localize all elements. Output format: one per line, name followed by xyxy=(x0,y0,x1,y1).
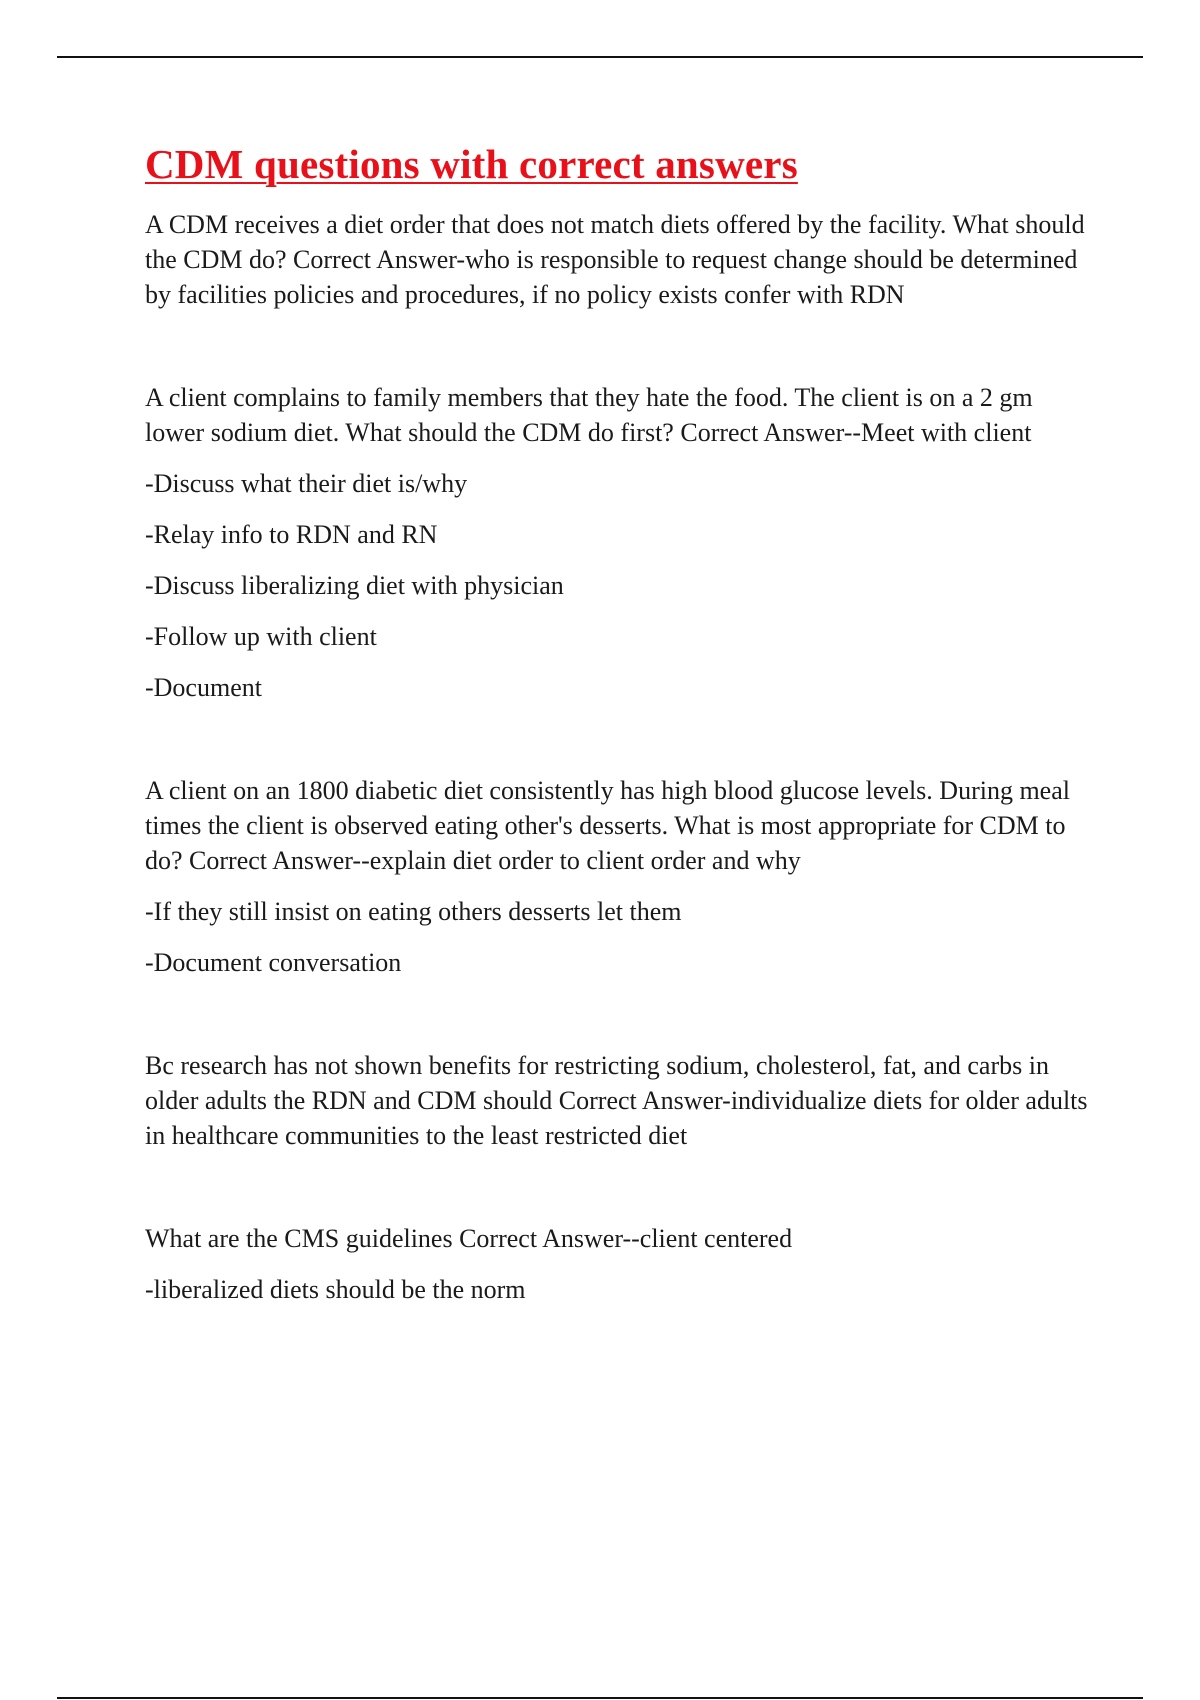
page-title: CDM questions with correct answers xyxy=(145,141,798,187)
qa-entry xyxy=(145,207,1095,312)
qa-entry xyxy=(145,380,1095,705)
qa-question: A client on an 1800 diabetic diet consistently has high blood glucose levels. During meal times the client is observed eating other's desserts. What is most appropriate for CDM to do? Correct Answer--explain diet order to client order and why xyxy=(145,776,1070,876)
qa-question: What are the CMS guidelines Correct Answer--client centered xyxy=(145,1224,793,1254)
answer-step: -Document xyxy=(145,673,262,703)
answer-step: -Discuss liberalizing diet with physician xyxy=(145,571,564,601)
answer-step: -Discuss what their diet is/why xyxy=(145,469,468,499)
bottom-rule xyxy=(57,1697,1143,1699)
answer-step: -Follow up with client xyxy=(145,622,377,652)
top-rule xyxy=(57,56,1143,58)
answer-step: -liberalized diets should be the norm xyxy=(145,1275,526,1305)
qa-question: A client complains to family members that they hate the food. The client is on a 2 gm lower sodium diet. What should the CDM do first? Correct Answer--Meet with client xyxy=(145,383,1033,448)
qa-entry xyxy=(145,1221,1095,1307)
qa-entry xyxy=(145,1048,1095,1153)
qa-entry xyxy=(145,773,1095,980)
answer-step: -Relay info to RDN and RN xyxy=(145,520,438,550)
answer-step: -If they still insist on eating others desserts let them xyxy=(145,897,682,927)
qa-question: Bc research has not shown benefits for restricting sodium, cholesterol, fat, and carbs in older adults the RDN and CDM should Correct Answer-individualize diets for older adults in healthcare communities to the least restricted diet xyxy=(145,1051,1088,1151)
qa-question: A CDM receives a diet order that does not match diets offered by the facility. What should the CDM do? Correct Answer-who is responsible to request change should be determined by facilities policies and procedures, if no policy exists confer with RDN xyxy=(145,210,1085,310)
answer-step: -Document conversation xyxy=(145,948,402,978)
document-body xyxy=(145,140,1095,1307)
